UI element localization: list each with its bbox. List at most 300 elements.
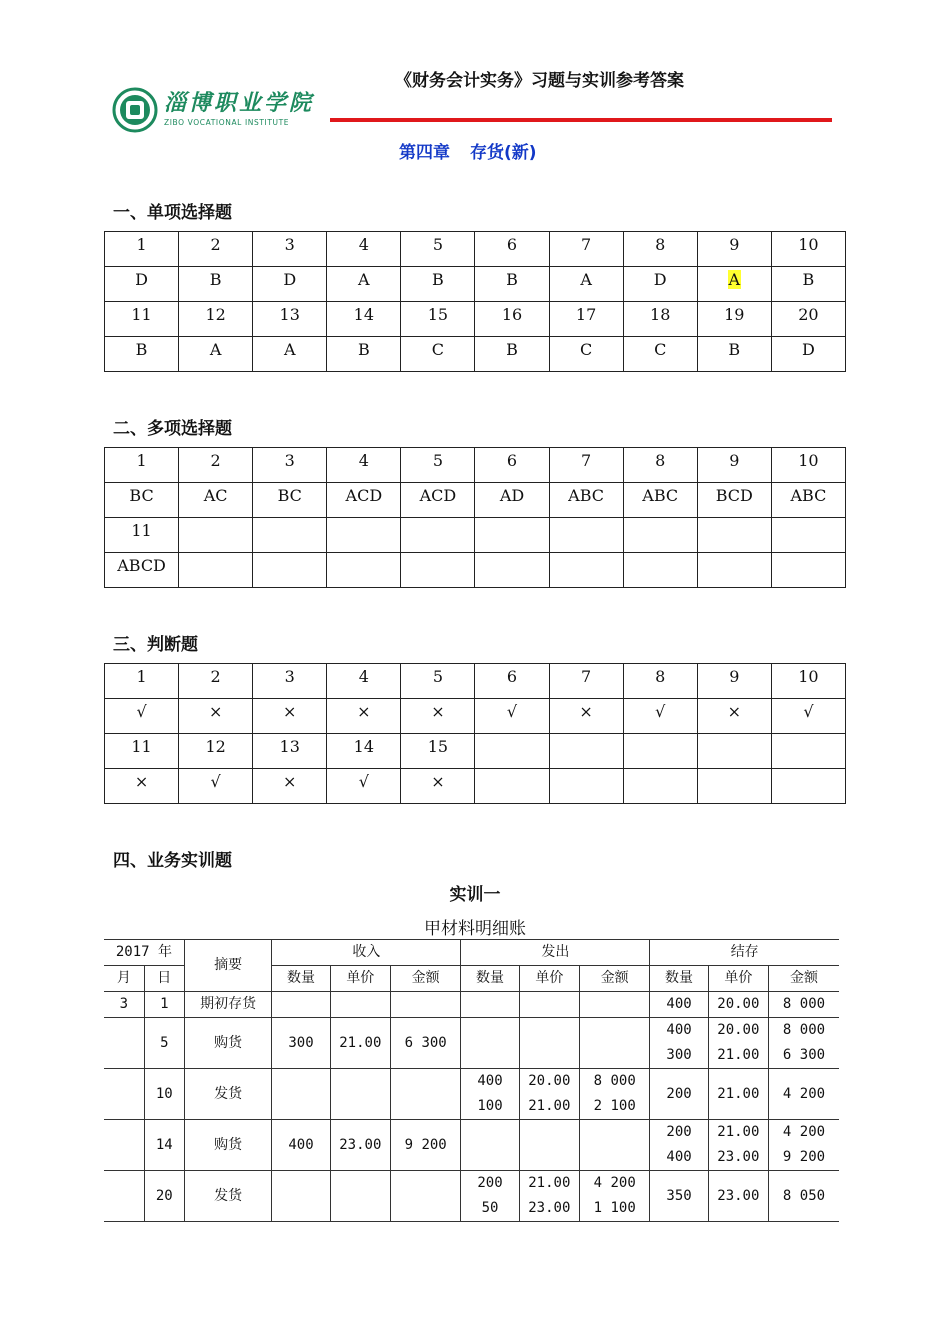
multi-choice-cell	[475, 553, 549, 588]
true-false-row	[105, 769, 846, 804]
multi-choice-cell	[253, 553, 327, 588]
single-choice-cell-text: D	[802, 340, 815, 359]
true-false-cell	[105, 734, 179, 769]
ledger-cell-line: 21.00	[717, 1124, 760, 1140]
true-false-cell	[623, 664, 697, 699]
true-false-cell	[327, 734, 401, 769]
single-choice-cell-text: 10	[798, 235, 819, 254]
ledger-cell-month	[104, 1120, 144, 1171]
training-title: 实训一	[449, 885, 501, 905]
multi-choice-cell	[771, 518, 845, 553]
multi-choice-cell-text: 2	[210, 451, 221, 470]
multi-choice-cell-text: 5	[432, 451, 444, 470]
practice-title: 四、业务实训题	[113, 851, 232, 871]
true-false-cell	[697, 769, 771, 804]
multi-choice-cell	[327, 448, 401, 483]
true-false-cell	[105, 769, 179, 804]
ledger-cell-month	[104, 1018, 144, 1069]
multi-choice-row	[105, 448, 846, 483]
multi-choice-cell	[549, 518, 623, 553]
single-choice-cell-text: 8	[655, 235, 666, 254]
single-choice-cell-text: 13	[279, 305, 300, 324]
true-false-cell	[253, 769, 327, 804]
multi-choice-cell	[105, 483, 179, 518]
ledger-cell-bal-qty	[650, 1069, 708, 1120]
single-choice-cell	[697, 302, 771, 337]
single-choice-cell-text: D	[283, 270, 297, 289]
true-false-cell-text: 13	[279, 737, 300, 756]
ledger-cell-out-amt	[579, 1120, 649, 1171]
ledger-cell-out-price	[519, 1120, 579, 1171]
true-false-cell-text: 9	[729, 667, 740, 686]
single-choice-cell	[475, 232, 549, 267]
ledger-cell-text: 21.00	[717, 1085, 760, 1102]
ledger-cell-out-qty	[461, 1069, 519, 1120]
true-false-cell-text: √	[358, 772, 369, 791]
single-choice-cell-text: B	[357, 340, 370, 359]
single-choice-cell-text: C	[431, 340, 445, 359]
ledger-cell-in-amt	[390, 1120, 460, 1171]
single-choice-cell	[771, 232, 845, 267]
true-false-cell	[327, 769, 401, 804]
ledger-cell-bal-price	[708, 1120, 768, 1171]
single-choice-table	[104, 231, 846, 372]
ledger-cell-line: 50	[481, 1200, 499, 1216]
ledger-cell-day	[144, 1171, 184, 1222]
true-false-cell-text: 14	[353, 737, 374, 756]
single-choice-cell	[549, 337, 623, 372]
ledger-cell-line: 1 100	[593, 1200, 636, 1216]
multi-choice-cell	[697, 518, 771, 553]
header-out: 发出	[461, 940, 650, 966]
single-choice-cell-text: 11	[131, 305, 152, 324]
ledger-cell-in-price	[330, 1171, 390, 1222]
ledger-cell-in-qty	[272, 1018, 330, 1069]
single-choice-cell	[327, 267, 401, 302]
true-false-row	[105, 734, 846, 769]
ledger-cell-out-amt	[579, 1171, 649, 1222]
single-choice-cell	[179, 302, 253, 337]
single-choice-cell	[475, 302, 549, 337]
header-bal-amount: 金额	[769, 966, 840, 992]
multi-choice-cell	[549, 553, 623, 588]
single-choice-row	[105, 232, 846, 267]
single-choice-row	[105, 267, 846, 302]
ledger-cell-text: 9 200	[404, 1136, 447, 1153]
true-false-cell-text: 5	[432, 667, 444, 686]
single-choice-cell	[327, 302, 401, 337]
ledger-cell-out-price	[519, 1171, 579, 1222]
true-false-cell	[549, 769, 623, 804]
multi-choice-cell-text: 6	[506, 451, 518, 470]
true-false-title: 三、判断题	[113, 635, 198, 655]
ledger-cell-line: 4 200	[782, 1124, 826, 1140]
single-choice-cell	[179, 232, 253, 267]
multi-choice-title: 二、多项选择题	[113, 419, 232, 439]
ledger-cell-line: 6 300	[782, 1047, 826, 1063]
single-choice-cell	[771, 267, 845, 302]
ledger-cell-text: 6 300	[404, 1034, 447, 1051]
ledger-cell-in-price	[330, 1018, 390, 1069]
multi-choice-cell-text: ACD	[345, 486, 383, 505]
ledger-cell-line: 4 200	[593, 1175, 636, 1191]
ledger-cell-text: 300	[288, 1034, 314, 1051]
true-false-cell	[179, 734, 253, 769]
ledger-cell-text: 23.00	[717, 1187, 760, 1204]
single-choice-cell-text: 3	[284, 235, 295, 254]
true-false-cell	[475, 699, 549, 734]
true-false-cell-text: ×	[208, 702, 223, 721]
multi-choice-cell-text: ABC	[642, 486, 679, 505]
true-false-cell	[401, 699, 475, 734]
ledger-cell-month	[104, 1171, 144, 1222]
ledger-cell-summary	[184, 1018, 271, 1069]
single-choice-title: 一、单项选择题	[113, 203, 232, 223]
chapter-name: 存货(新)	[470, 143, 537, 163]
single-choice-cell-text: B	[506, 340, 518, 359]
true-false-cell	[771, 699, 845, 734]
multi-choice-cell	[549, 448, 623, 483]
ledger-row	[104, 1120, 839, 1171]
multi-choice-cell-text: 8	[655, 451, 666, 470]
document-title: 《财务会计实务》习题与实训参考答案	[395, 71, 684, 91]
ledger-cell-line: 200	[666, 1124, 692, 1140]
single-choice-cell-text: A	[283, 340, 296, 359]
true-false-cell	[401, 734, 475, 769]
multi-choice-cell-text: 3	[284, 451, 295, 470]
true-false-cell-text: 4	[358, 667, 369, 686]
ledger-cell-text: 8 050	[782, 1187, 826, 1204]
ledger-cell-line: 8 000	[593, 1073, 636, 1089]
single-choice-cell	[401, 267, 475, 302]
single-choice-cell-text: B	[802, 270, 815, 289]
ledger-cell-line: 23.00	[717, 1149, 760, 1165]
true-false-cell-text: 7	[581, 667, 592, 686]
header-in-qty: 数量	[272, 966, 330, 992]
multi-choice-cell-text: BC	[277, 486, 302, 505]
header-bal-price: 单价	[708, 966, 768, 992]
single-choice-cell	[623, 232, 697, 267]
ledger-cell-line: 400	[477, 1073, 503, 1089]
ledger-cell-summary	[184, 992, 271, 1018]
ledger-cell-in-qty	[272, 1069, 330, 1120]
single-choice-cell	[623, 337, 697, 372]
header-out-amount: 金额	[579, 966, 649, 992]
single-choice-cell-text: A	[728, 270, 741, 289]
multi-choice-cell	[697, 553, 771, 588]
ledger-cell-text: 4 200	[782, 1085, 826, 1102]
single-choice-cell	[623, 302, 697, 337]
single-choice-cell	[253, 267, 327, 302]
institute-logo	[112, 84, 328, 136]
true-false-cell	[401, 664, 475, 699]
ledger-cell-line: 20.00	[717, 1022, 760, 1038]
true-false-cell-text: 1	[136, 667, 147, 686]
true-false-cell-text: ×	[431, 772, 445, 791]
single-choice-cell-text: A	[358, 270, 370, 289]
header-in-amount: 金额	[390, 966, 460, 992]
single-choice-cell	[105, 267, 179, 302]
true-false-cell-text: ×	[134, 772, 149, 791]
multi-choice-cell	[105, 518, 179, 553]
ledger-cell-out-amt	[579, 1069, 649, 1120]
ledger-cell-line: 300	[666, 1047, 692, 1063]
single-choice-cell-text: 18	[650, 305, 671, 324]
ledger-cell-day	[144, 1120, 184, 1171]
ledger-cell-in-amt	[390, 1171, 460, 1222]
multi-choice-cell	[697, 448, 771, 483]
header-balance: 结存	[650, 940, 839, 966]
ledger-cell-day	[144, 992, 184, 1018]
multi-choice-cell	[697, 483, 771, 518]
single-choice-cell	[105, 337, 179, 372]
ledger-cell-line: 8 000	[782, 1022, 826, 1038]
multi-choice-cell-text: 10	[798, 451, 819, 470]
ledger-cell-bal-price	[708, 1018, 768, 1069]
header-divider	[330, 118, 832, 122]
true-false-cell	[771, 769, 845, 804]
single-choice-cell-text: D	[135, 270, 148, 289]
true-false-cell	[253, 734, 327, 769]
single-choice-cell	[549, 302, 623, 337]
single-choice-cell-text: 16	[501, 305, 523, 324]
header-bal-qty: 数量	[650, 966, 708, 992]
ledger-cell-bal-qty	[650, 1018, 708, 1069]
ledger-cell-day	[144, 1069, 184, 1120]
ledger-cell-text: 10	[155, 1085, 173, 1102]
emblem-icon	[112, 87, 158, 133]
single-choice-cell-text: 12	[205, 305, 226, 324]
multi-choice-cell	[327, 483, 401, 518]
multi-choice-cell	[179, 483, 253, 518]
chapter-number: 第四章	[399, 143, 450, 163]
ledger-cell-in-qty	[272, 1171, 330, 1222]
ledger-cell-text: 1	[160, 996, 169, 1012]
ledger-cell-line: 100	[477, 1098, 503, 1114]
single-choice-cell-text: C	[654, 340, 667, 359]
ledger-cell-text: 期初存货	[200, 996, 257, 1012]
true-false-cell	[623, 734, 697, 769]
true-false-cell	[253, 699, 327, 734]
header-day: 日	[144, 966, 184, 992]
true-false-cell-text: ×	[727, 702, 741, 721]
single-choice-cell-text: 5	[432, 235, 444, 254]
single-choice-cell	[697, 232, 771, 267]
multi-choice-table	[104, 447, 846, 588]
single-choice-cell	[697, 267, 771, 302]
true-false-cell-text: 12	[205, 737, 226, 756]
ledger-cell-summary	[184, 1120, 271, 1171]
ledger-cell-out-price	[519, 992, 579, 1018]
true-false-cell	[475, 734, 549, 769]
ledger-cell-line: 21.00	[528, 1175, 571, 1191]
single-choice-cell-text: 17	[575, 305, 597, 324]
ledger-cell-text: 20.00	[717, 996, 760, 1012]
single-choice-cell-text: C	[579, 340, 593, 359]
multi-choice-cell-text: 7	[581, 451, 592, 470]
ledger-cell-bal-qty	[650, 992, 708, 1018]
multi-choice-cell	[179, 553, 253, 588]
true-false-cell-text: ×	[283, 702, 297, 721]
single-choice-cell	[327, 232, 401, 267]
single-choice-cell	[105, 302, 179, 337]
single-choice-cell	[327, 337, 401, 372]
ledger-cell-month	[104, 992, 144, 1018]
ledger-cell-in-amt	[390, 1018, 460, 1069]
true-false-cell-text: 2	[210, 667, 221, 686]
ledger-cell-line: 23.00	[528, 1200, 571, 1216]
multi-choice-cell-text: 9	[729, 451, 740, 470]
single-choice-cell-text: B	[209, 270, 222, 289]
multi-choice-row	[105, 518, 846, 553]
ledger-cell-text: 发货	[214, 1085, 243, 1102]
true-false-table	[104, 663, 846, 804]
ledger-cell-bal-price	[708, 1171, 768, 1222]
true-false-cell	[475, 664, 549, 699]
true-false-cell-text: ×	[431, 702, 445, 721]
ledger-row	[104, 1018, 839, 1069]
true-false-cell-text: 10	[798, 667, 819, 686]
multi-choice-cell-text: BC	[129, 486, 154, 505]
ledger-cell-in-price	[330, 1069, 390, 1120]
true-false-cell	[179, 699, 253, 734]
true-false-cell	[105, 664, 179, 699]
single-choice-row	[105, 302, 846, 337]
ledger-cell-out-amt	[579, 1018, 649, 1069]
true-false-cell-text: ×	[579, 702, 593, 721]
multi-choice-cell	[623, 518, 697, 553]
multi-choice-cell	[105, 553, 179, 588]
multi-choice-cell-text: ACD	[419, 486, 457, 505]
multi-choice-cell	[179, 448, 253, 483]
ledger-cell-line: 9 200	[782, 1149, 826, 1165]
true-false-cell	[327, 664, 401, 699]
single-choice-cell-text: 2	[210, 235, 221, 254]
ledger-cell-line: 400	[666, 1022, 692, 1038]
ledger-cell-out-qty	[461, 1018, 519, 1069]
multi-choice-cell	[401, 448, 475, 483]
single-choice-cell-text: 19	[724, 305, 745, 324]
multi-choice-cell	[771, 483, 845, 518]
ledger-cell-text: 8 000	[782, 996, 826, 1012]
true-false-row	[105, 699, 846, 734]
multi-choice-cell	[475, 483, 549, 518]
true-false-cell-text: 11	[131, 737, 152, 756]
single-choice-cell-text: 20	[798, 305, 819, 324]
multi-choice-cell	[253, 518, 327, 553]
ledger-cell-out-qty	[461, 1171, 519, 1222]
multi-choice-cell-text: 4	[358, 451, 369, 470]
ledger-cell-text: 14	[155, 1136, 173, 1153]
true-false-cell	[623, 699, 697, 734]
multi-choice-cell-text: AC	[203, 486, 228, 505]
single-choice-cell	[475, 337, 549, 372]
ledger-cell-out-price	[519, 1069, 579, 1120]
multi-choice-cell	[253, 483, 327, 518]
true-false-cell	[549, 664, 623, 699]
single-choice-cell	[549, 267, 623, 302]
ledger-row	[104, 1171, 839, 1222]
ledger-cell-line: 20.00	[528, 1073, 571, 1089]
true-false-cell-text: √	[136, 702, 147, 721]
multi-choice-cell	[623, 448, 697, 483]
single-choice-cell	[549, 232, 623, 267]
single-choice-cell-text: 15	[427, 305, 449, 324]
single-choice-cell-text: 4	[358, 235, 369, 254]
ledger-cell-line: 2 100	[593, 1098, 636, 1114]
ledger-cell-day	[144, 1018, 184, 1069]
ledger-cell-bal-amt	[769, 1120, 840, 1171]
true-false-cell-text: √	[506, 702, 518, 721]
multi-choice-cell	[327, 553, 401, 588]
ledger-cell-text: 21.00	[339, 1034, 382, 1051]
ledger-cell-out-amt	[579, 992, 649, 1018]
multi-choice-cell	[401, 553, 475, 588]
multi-choice-cell	[327, 518, 401, 553]
header-in-price: 单价	[330, 966, 390, 992]
ledger-cell-text: 购货	[214, 1136, 243, 1153]
ledger-cell-in-qty	[272, 1120, 330, 1171]
single-choice-cell	[179, 337, 253, 372]
ledger-cell-bal-amt	[769, 1018, 840, 1069]
ledger-cell-line: 400	[666, 1149, 692, 1165]
single-choice-cell-text: B	[432, 270, 444, 289]
logo-name-cn: 淄博职业学院	[164, 91, 315, 116]
ledger-cell-bal-price	[708, 992, 768, 1018]
ledger-cell-text: 350	[666, 1187, 692, 1204]
multi-choice-cell	[401, 483, 475, 518]
multi-choice-cell-text: AD	[499, 486, 525, 505]
multi-choice-cell-text: ABC	[790, 486, 827, 505]
ledger-cell-in-price	[330, 1120, 390, 1171]
multi-choice-cell	[623, 483, 697, 518]
single-choice-cell	[253, 302, 327, 337]
true-false-cell	[771, 664, 845, 699]
header-in: 收入	[272, 940, 461, 966]
true-false-cell	[179, 769, 253, 804]
header-year: 2017 年	[104, 940, 184, 966]
ledger-cell-line: 21.00	[528, 1098, 571, 1114]
multi-choice-cell-text: 11	[131, 521, 152, 540]
ledger-cell-text: 发货	[214, 1187, 243, 1204]
true-false-cell	[697, 734, 771, 769]
multi-choice-cell	[771, 448, 845, 483]
single-choice-cell-text: B	[728, 340, 741, 359]
ledger-cell-in-price	[330, 992, 390, 1018]
ledger-cell-bal-amt	[769, 992, 840, 1018]
multi-choice-cell	[401, 518, 475, 553]
multi-choice-cell	[549, 483, 623, 518]
single-choice-cell	[697, 337, 771, 372]
ledger-cell-text: 购货	[214, 1034, 243, 1051]
ledger-cell-bal-amt	[769, 1171, 840, 1222]
multi-choice-cell-text: BCD	[715, 486, 753, 505]
ledger-cell-text: 400	[288, 1136, 314, 1153]
true-false-cell-text: 8	[655, 667, 666, 686]
single-choice-cell	[253, 232, 327, 267]
multi-choice-cell	[475, 448, 549, 483]
single-choice-cell	[401, 232, 475, 267]
ledger-row	[104, 1069, 839, 1120]
ledger-cell-line: 200	[477, 1175, 503, 1191]
multi-choice-cell	[105, 448, 179, 483]
single-choice-cell	[475, 267, 549, 302]
true-false-cell	[105, 699, 179, 734]
multi-choice-row	[105, 483, 846, 518]
true-false-cell	[327, 699, 401, 734]
logo-name-en: ZIBO VOCATIONAL INSTITUTE	[164, 118, 290, 127]
true-false-cell-text: √	[803, 702, 814, 721]
